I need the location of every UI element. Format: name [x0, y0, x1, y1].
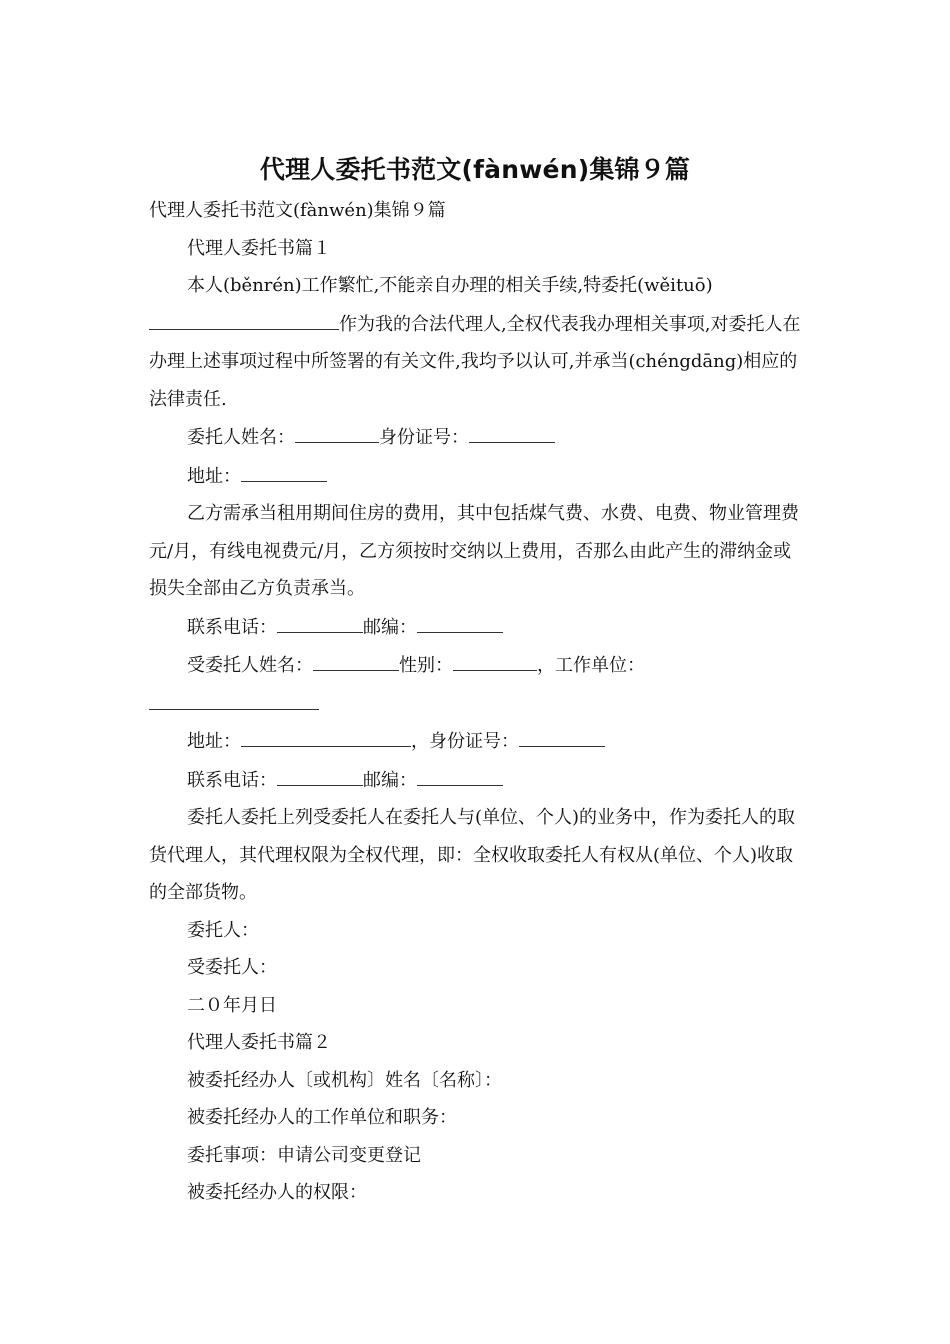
agent-address-label: 地址： — [187, 731, 241, 752]
client-phone-blank — [277, 608, 363, 633]
authorization-paragraph — [149, 267, 801, 418]
authorization-text-start: 本人(běnrén)工作繁忙,不能亲自办理的相关手续,特委托(wěituō) — [187, 275, 713, 296]
client-signature: 委托人： — [187, 919, 259, 941]
client-phone-label: 联系电话： — [187, 616, 277, 638]
client-id-line — [149, 418, 801, 457]
client-address-blank — [241, 457, 327, 482]
work-unit-blank-line — [149, 685, 801, 723]
agent-address-line — [149, 722, 801, 761]
client-id-blank — [469, 418, 555, 443]
client-id-label: 身份证号： — [379, 427, 469, 448]
section2-line-agent-work: 被委托经办人的工作单位和职务： — [187, 1107, 457, 1128]
section2-line-matter: 委托事项：申请公司变更登记 — [187, 1144, 421, 1166]
document-title: 代理人委托书范文(fànwén)集锦９篇 — [259, 155, 691, 184]
agent-gender-blank — [453, 646, 537, 671]
document-body — [149, 192, 801, 1212]
section1-heading: 代理人委托书篇１ — [187, 237, 331, 259]
agent-id-blank — [519, 722, 605, 747]
agent-name-label: 受委托人姓名： — [187, 655, 313, 676]
agent-gender-label: 性别： — [399, 655, 453, 676]
agent-name-blank — [149, 305, 339, 330]
subtitle: 代理人委托书范文(fànwén)集锦９篇 — [149, 200, 446, 221]
agent-postcode-blank — [417, 761, 503, 786]
authorization-text-end: 作为我的合法代理人,全权代表我办理相关事项,对委托人在办理上述事项过程中所签署的有关文件,我均予以认可,并承当(chéngdāng)相应的法律责任. — [149, 313, 801, 410]
client-postcode-label: 邮编： — [363, 616, 417, 638]
agent-phone-blank — [277, 761, 363, 786]
agent-postcode-label: 邮编： — [363, 769, 417, 791]
agent-contact-line — [149, 761, 801, 800]
section2-heading: 代理人委托书篇２ — [187, 1032, 331, 1053]
agent-work-unit-blank — [149, 685, 319, 710]
agent-signature: 受委托人： — [187, 957, 277, 978]
agent-name-field-blank — [313, 646, 399, 671]
client-address-line — [149, 457, 801, 496]
agent-address-blank — [241, 722, 411, 747]
agent-phone-label: 联系电话： — [187, 769, 277, 791]
client-name-blank — [295, 418, 379, 443]
client-name-label: 委托人姓名： — [187, 427, 295, 448]
section2-line-authority: 被委托经办人的权限： — [187, 1182, 367, 1203]
client-contact-line — [149, 608, 801, 647]
agent-info-line — [149, 646, 801, 685]
agent-id-label: ，身份证号： — [411, 731, 519, 752]
client-address-label: 地址： — [187, 465, 241, 487]
client-postcode-blank — [417, 608, 503, 633]
section2-line-agent-name: 被委托经办人〔或机构〕姓名〔名称〕： — [187, 1069, 502, 1091]
fee-paragraph: 乙方需承当租用期间住房的费用，其中包括煤气费、水费、电费、物业管理费元/月，有线电视费元/月，乙方须按时交纳以上费用，否那么由此产生的滞纳金或损失全部由乙方负责承当。 — [149, 503, 799, 599]
scope-paragraph: 委托人委托上列受委托人在委托人与(单位、个人)的业务中，作为委托人的取货代理人，其代理权限为全权代理，即：全权收取委托人有权从(单位、个人)收取的全部货物。 — [149, 807, 796, 903]
signature-date: 二０年月日 — [187, 994, 277, 1016]
agent-work-unit-label: ，工作单位： — [537, 655, 645, 676]
